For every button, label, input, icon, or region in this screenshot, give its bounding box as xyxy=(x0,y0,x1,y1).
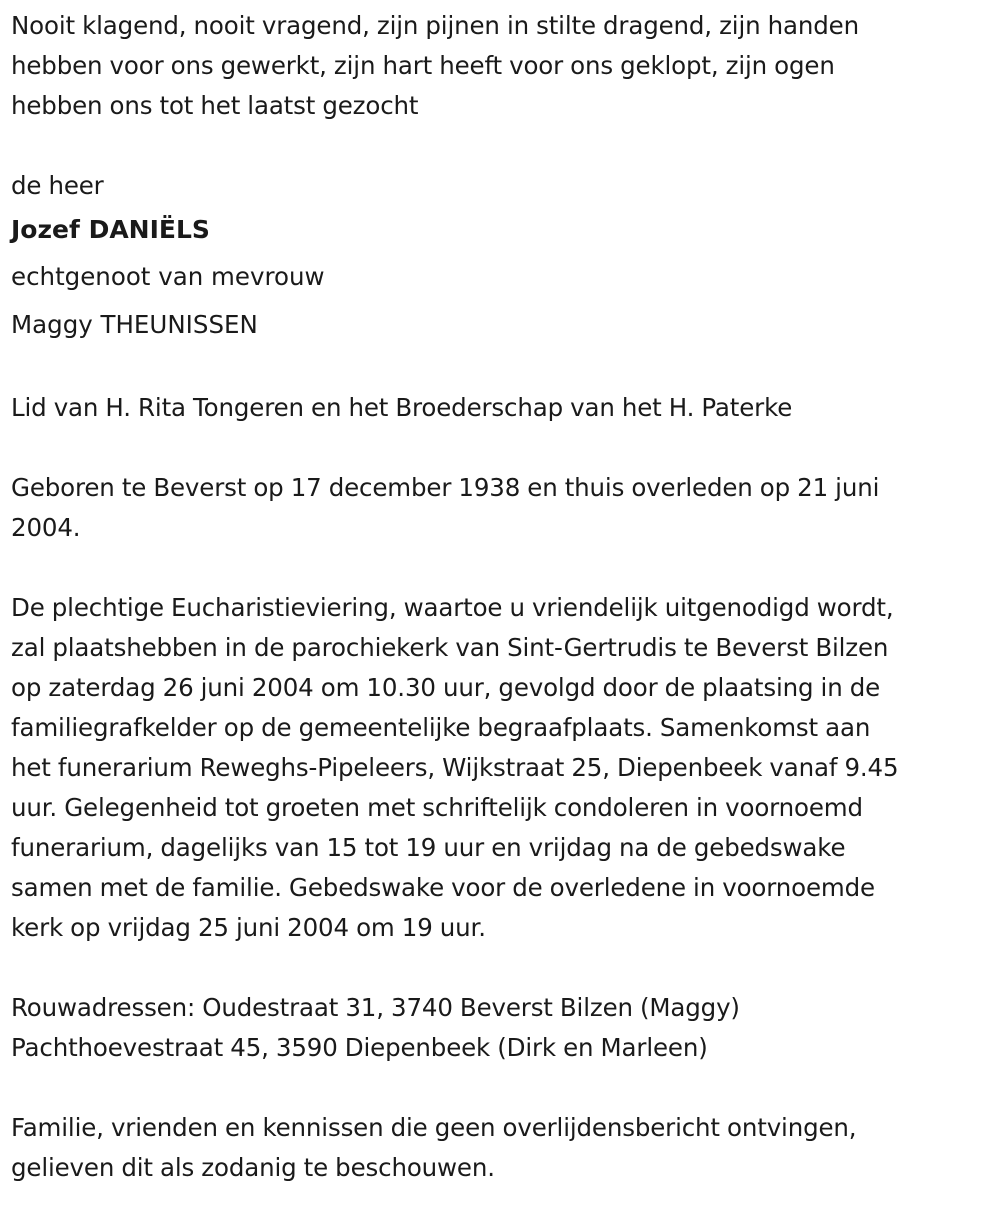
spouse-name: Maggy THEUNISSEN xyxy=(11,310,258,339)
text-line: uur. Gelegenheid tot groeten met schriftelijk condoleren in voornoemd xyxy=(11,793,863,822)
spacer xyxy=(11,428,990,468)
text-line: kerk op vrijdag 25 juni 2004 om 19 uur. xyxy=(11,913,486,942)
text-line: hebben ons tot het laatst gezocht xyxy=(11,91,419,120)
deceased-name: Jozef DANIËLS xyxy=(11,215,210,244)
text-line: De plechtige Eucharistieviering, waartoe u vriendelijk uitgenodigd wordt, xyxy=(11,593,894,622)
closing-note xyxy=(11,1108,990,1188)
text-line: het funerarium Reweghs-Pipeleers, Wijkstraat 25, Diepenbeek vanaf 9.45 xyxy=(11,753,899,782)
spacer xyxy=(11,548,990,588)
text-line: Familie, vrienden en kennissen die geen overlijdensbericht ontvingen, xyxy=(11,1113,857,1142)
text-line: samen met de familie. Gebedswake voor de overledene in voornoemde xyxy=(11,873,875,902)
text-line: familiegrafkelder op de gemeentelijke begraafplaats. Samenkomst aan xyxy=(11,713,871,742)
text-line: Rouwadressen: Oudestraat 31, 3740 Beverst Bilzen (Maggy) xyxy=(11,993,740,1022)
spacer xyxy=(11,1068,990,1108)
honorific: de heer xyxy=(11,171,104,200)
birth-death-dates xyxy=(11,468,990,548)
text-line: Pachthoevestraat 45, 3590 Diepenbeek (Dirk en Marleen) xyxy=(11,1033,708,1062)
spacer xyxy=(11,126,990,166)
text-line: 2004. xyxy=(11,513,81,542)
ceremony-details xyxy=(11,588,990,948)
spacer xyxy=(11,948,990,988)
text-line: op zaterdag 26 juni 2004 om 10.30 uur, gevolgd door de plaatsing in de xyxy=(11,673,881,702)
mourning-addresses xyxy=(11,988,990,1068)
text-line: hebben voor ons gewerkt, zijn hart heeft voor ons geklopt, zijn ogen xyxy=(11,51,835,80)
text-line: Geboren te Beverst op 17 december 1938 en thuis overleden op 21 juni xyxy=(11,473,880,502)
spacer xyxy=(11,350,990,388)
text-line: zal plaatshebben in de parochiekerk van Sint-Gertrudis te Beverst Bilzen xyxy=(11,633,889,662)
spouse-label: echtgenoot van mevrouw xyxy=(11,262,325,291)
membership: Lid van H. Rita Tongeren en het Broederschap van het H. Paterke xyxy=(11,393,793,422)
opening-verse xyxy=(11,6,990,126)
text-line: gelieven dit als zodanig te beschouwen. xyxy=(11,1153,495,1182)
text-line: Nooit klagend, nooit vragend, zijn pijnen in stilte dragend, zijn handen xyxy=(11,11,859,40)
text-line: funerarium, dagelijks van 15 tot 19 uur en vrijdag na de gebedswake xyxy=(11,833,846,862)
